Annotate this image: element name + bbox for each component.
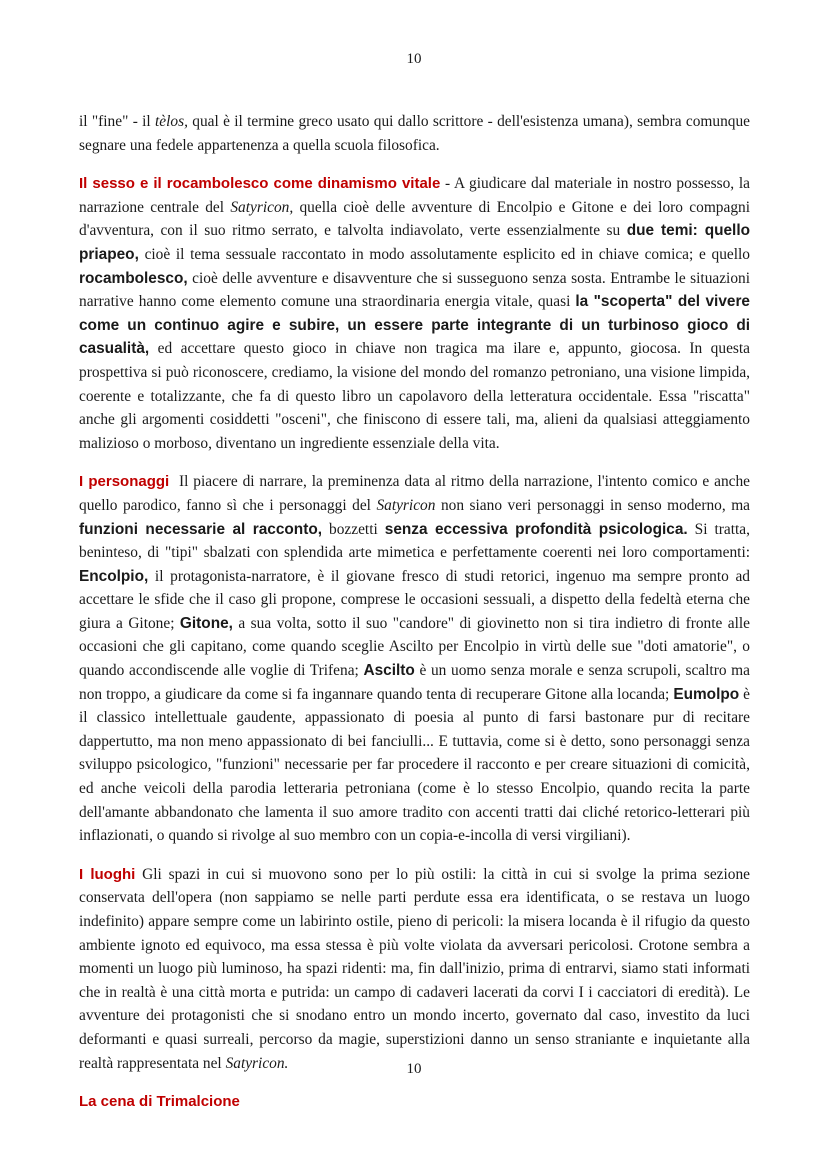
paragraph-luoghi bbox=[79, 863, 750, 1075]
text: non siano veri personaggi in senso moderno, ma bbox=[435, 496, 750, 514]
page-number-bottom: 10 bbox=[406, 1061, 422, 1077]
document-body bbox=[79, 110, 754, 1114]
bold-text: funzioni necessarie al racconto, bbox=[79, 520, 323, 538]
paragraph-sesso bbox=[79, 172, 750, 455]
text: Si tratta, beninteso, di "tipi" sbalzati con splendida arte mimetica e perfettamente coerenti nei loro comportamenti: bbox=[79, 520, 750, 562]
text: il "fine" - il bbox=[79, 113, 156, 130]
text: cioè il tema sessuale raccontato in modo assolutamente esplicito ed in chiave comica; e quello bbox=[138, 245, 750, 263]
bold-text: la "scoperta" del vivere come un continuo agire e subire, un essere parte integrante di un turbinoso gioco di casualità, bbox=[79, 293, 750, 358]
text: a sua volta, sotto il suo "candore" di giovinetto non si tira indietro di fronte alle occasioni che gli capitano, come quando sceglie Ascilto per Encolpio in virtù delle sue "doti amatorie", o quando accondiscende alle voglie di Trifena; bbox=[79, 614, 750, 680]
text: qual è il termine greco usato qui dallo scrittore - dell'esistenza umana), sembra comunque segnare una fedele appartenenza a quella scuola filosofica. bbox=[79, 113, 750, 154]
section-heading-cena: La cena di Trimalcione bbox=[79, 1093, 240, 1111]
italic-text: Satyricon, bbox=[230, 198, 294, 216]
italic-text: Satyricon. bbox=[225, 1054, 289, 1072]
paragraph-intro bbox=[79, 110, 750, 157]
text: è il classico intellettuale gaudente, appassionato di poesia al punto di farsi bastonare pur di recitare dappertutto, ma non meno appassionato di bei fanciulli... E tuttavia, come si è detto, sono personaggi senza sviluppo psicologico, "funzioni" necessarie per far procedere il racconto e per creare situazioni di comicità, ed anche veicoli della parodia letteraria petroniana (come è lo stesso Encolpio, quando recita la parte dell'amante abbandonato che lamenta il suo amore tradito con accenti tratti dai cliché retorico-letterari più inflazionati, o quando si rivolge al suo membro con un copia-e-incolla di versi virgiliani). bbox=[79, 685, 750, 845]
text: il protagonista-narratore, è il giovane fresco di studi retorici, ingenuo ma sempre pronto ad accettare le sfide che il caso gli propone, comprese le occasioni sessuali, a dispetto della fedeltà eterna che giura a Gitone; bbox=[79, 567, 750, 632]
text: Il piacere di narrare, la preminenza data al ritmo della narrazione, l'intento comico e anche quello parodico, fanno sì che i personaggi del bbox=[79, 473, 754, 514]
page-number-top: 10 bbox=[406, 51, 422, 67]
text: Gli spazi in cui si muovono sono per lo più ostili: la città in cui si svolge la prima sezione conservata dell'opera (non sappiamo se nelle parti perdute essa era identificata, o se restava un luogo indefinito) appare sempre come un labirinto ostile, pieno di pericoli: la misera locanda è il rifugio da questo ambiente ignoto ed equivoco, ma essa stessa è più volte violata da avversari pericolosi. Crotone sembra a momenti un luogo più luminoso, ha spazi ridenti: ma, fin dall'inizio, prima di entrarvi, siamo stati informati che in realtà è una città morta e putrida: un campo di cadaveri lacerati da corvi I i cacciatori di eredità). Le avventure dei protagonisti che si snodano entro un mondo incerto, governato dal caso, investito da luci deformanti e quasi surreali, percorso da magie, superstizioni danno un senso straniante e inquietante alla realtà rappresentata nel bbox=[79, 865, 750, 1072]
text: ed accettare questo gioco in chiave non tragica ma ilare e, appunto, giocosa. In questa prospettiva si può riconoscere, crediamo, la visione del mondo del romanzo petroniano, una visione limpida, coerente e totalizzante, che fa di questo libro un capolavoro della letteratura occidentale. Essa "riscatta" anche gli argomenti cosiddetti "osceni", che finiscono di essere tali, ma, alieni da qualsiasi atteggiamento malizioso o morboso, diventano un ingrediente essenziale della vita. bbox=[79, 340, 750, 452]
italic-text: tèlos, bbox=[155, 113, 188, 130]
text: cioè delle avventure e disavventure che si susseguono senza sosta. Entrambe le situazioni narrative hanno come elemento comune una straordinaria energia vitale, quasi bbox=[79, 269, 750, 311]
bold-text: Ascilto bbox=[363, 662, 415, 680]
section-heading-personaggi: I personaggi bbox=[79, 473, 170, 491]
italic-text: Satyricon bbox=[376, 496, 436, 514]
bold-text: due temi: quello priapeo, bbox=[79, 222, 751, 263]
section-heading-sesso: Il sesso e il rocambolesco come dinamismo vitale bbox=[79, 175, 441, 193]
bold-text: Eumolpo bbox=[673, 685, 740, 703]
text: - A giudicare dal materiale in nostro possesso, la narrazione centrale del bbox=[79, 175, 750, 216]
section-heading-luoghi: I luoghi bbox=[79, 865, 136, 883]
bold-text: senza eccessiva profondità psicologica. bbox=[384, 520, 688, 538]
paragraph-personaggi bbox=[79, 470, 754, 848]
text: bozzetti bbox=[322, 520, 385, 538]
bold-text: rocambolesco, bbox=[79, 269, 188, 287]
bold-text: Encolpio, bbox=[79, 567, 149, 585]
text: è un uomo senza morale e senza scrupoli, scaltro ma non troppo, a giudicare da come si fa ingannare quando tenta di recuperare Gitone alla locanda; bbox=[79, 662, 750, 703]
text: quella cioè delle avventure di Encolpio e Gitone e dei loro compagni d'avventura, con il suo ritmo serrato, e talvolta indiavolato, verte essenzialmente su bbox=[79, 198, 750, 240]
bold-text: Gitone, bbox=[179, 614, 233, 632]
